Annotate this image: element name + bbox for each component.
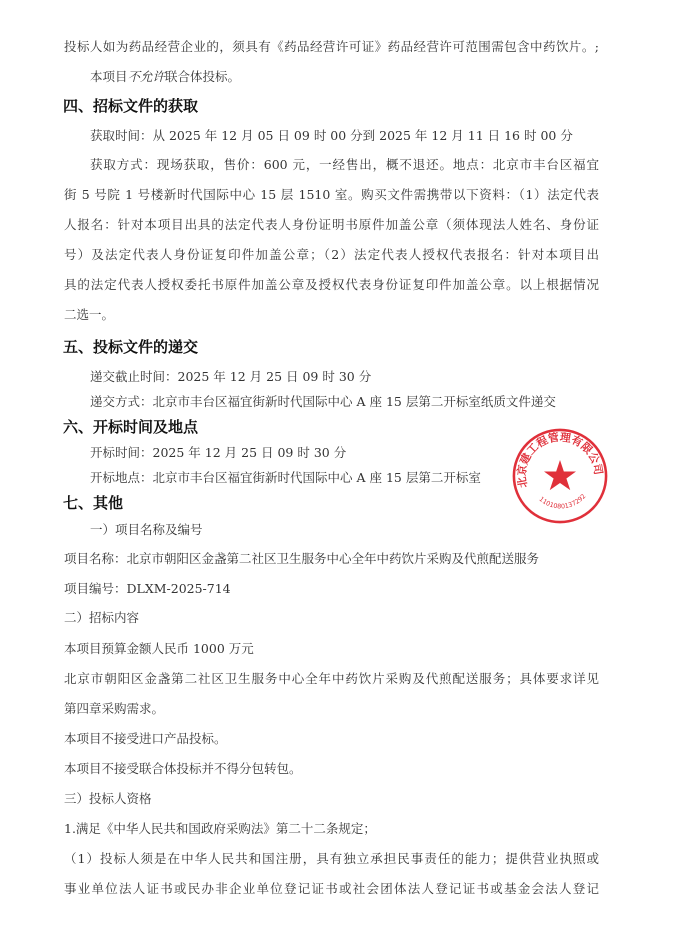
- section4-heading: 四、招标文件的获取: [63, 97, 199, 115]
- budget: 本项目预算金额人民币 1000 万元: [64, 641, 254, 656]
- consortium-emphasis: 不允许: [127, 69, 166, 84]
- section6-heading: 六、开标时间及地点: [63, 418, 199, 436]
- qualification-paragraph: 投标人如为药品经营企业的，须具有《药品经营许可证》药品经营许可范围需包含中药饮片。;: [64, 39, 599, 54]
- subheading-content: 二）招标内容: [64, 610, 140, 625]
- company-seal-stamp: [512, 428, 608, 524]
- submission-method: 递交方式：北京市丰台区福宜街新时代国际中心 A 座 15 层第二开标室纸质文件递交: [90, 394, 556, 409]
- seal-star-icon: [544, 460, 576, 490]
- obtain-method-line: 具的法定代表人授权委托书原件加盖公章及授权代表身份证复印件加盖公章。以上根据情况: [64, 277, 599, 292]
- requirement-1-1-line: （1）投标人须是在中华人民共和国注册，具有独立承担民事责任的能力；提供营业执照或: [64, 851, 599, 866]
- consortium-note: [90, 69, 240, 85]
- submission-deadline: 递交截止时间：2025 年 12 月 25 日 09 时 30 分: [90, 369, 372, 384]
- opening-place: 开标地点：北京市丰台区福宜街新时代国际中心 A 座 15 层第二开标室: [90, 470, 481, 485]
- obtain-method-line: 二选一。: [64, 307, 115, 322]
- requirement-1-1-line: 事业单位法人证书或民办非企业单位登记证书或社会团体法人登记证书或基金会法人登记: [64, 881, 599, 896]
- seal-number: 1101080137292: [537, 492, 588, 511]
- obtain-method-line: 街 5 号院 1 号楼新时代国际中心 15 层 1510 室。购买文件需携带以下资料：（1）法定代表: [64, 187, 599, 202]
- section7-heading: 七、其他: [63, 494, 124, 512]
- section5-heading: 五、投标文件的递交: [63, 338, 199, 356]
- content-line: 北京市朝阳区金盏第二社区卫生服务中心全年中药饮片采购及代煎配送服务；具体要求详见: [64, 671, 599, 686]
- seal-company-name: 北京建工程管理有限公司: [515, 430, 605, 489]
- no-consortium-note: 本项目不接受联合体投标并不得分包转包。: [64, 761, 302, 776]
- consortium-suffix: 联合体投标。: [165, 69, 241, 84]
- obtain-method-line: 人报名：针对本项目出具的法定代表人身份证明书原件加盖公章（须体现法人姓名、身份证: [64, 217, 599, 232]
- subheading-project: 一）项目名称及编号: [90, 522, 203, 537]
- content-line: 第四章采购需求。: [64, 701, 165, 716]
- obtain-method-line: 号）及法定代表人身份证复印件加盖公章；（2）法定代表人授权代表报名：针对本项目出: [64, 247, 599, 262]
- opening-time: 开标时间：2025 年 12 月 25 日 09 时 30 分: [90, 445, 347, 460]
- consortium-prefix: 本项目: [90, 69, 128, 84]
- requirement-1: 1.满足《中华人民共和国政府采购法》第二十二条规定；: [64, 821, 376, 836]
- project-number: 项目编号：DLXM-2025-714: [64, 581, 231, 596]
- obtain-time: 获取时间：从 2025 年 12 月 05 日 09 时 00 分到 2025 年 12 月 11 日 16 时 00 分: [90, 128, 573, 143]
- project-name: 项目名称：北京市朝阳区金盏第二社区卫生服务中心全年中药饮片采购及代煎配送服务: [64, 551, 540, 566]
- subheading-qualification: 三）投标人资格: [64, 791, 152, 806]
- obtain-method-line: 获取方式：现场获取，售价：600 元，一经售出，概不退还。地点：北京市丰台区福宜: [90, 157, 599, 172]
- no-import-note: 本项目不接受进口产品投标。: [64, 731, 227, 746]
